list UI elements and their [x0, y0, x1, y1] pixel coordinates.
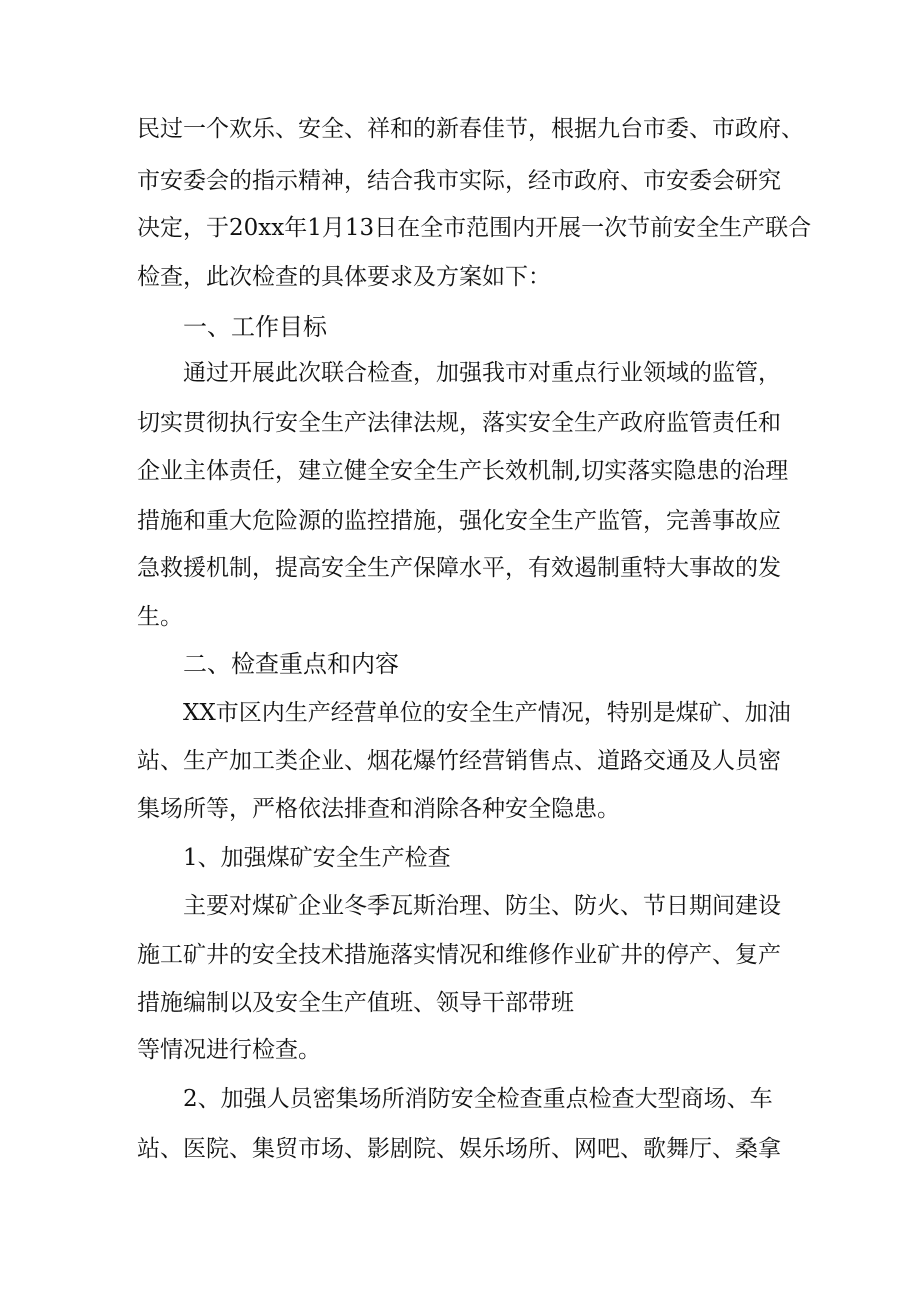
paragraph-line: 民过一个欢乐、安全、祥和的新春佳节，根据九台市委、市政府、: [137, 116, 804, 142]
subsection-heading-2: 2、加强人员密集场所消防安全检查重点检查大型商场、车: [183, 1086, 773, 1112]
paragraph-line: XX市区内生产经营单位的安全生产情况，特别是煤矿、加油: [183, 700, 791, 726]
paragraph-line: 生。: [137, 604, 183, 630]
paragraph-line: 站、生产加工类企业、烟花爆竹经营销售点、道路交通及人员密: [137, 748, 781, 774]
paragraph-line: 急救援机制，提高安全生产保障水平，有效遏制重特大事故的发: [137, 555, 781, 581]
paragraph-line: 施工矿井的安全技术措施落实情况和维修作业矿井的停产、复产: [137, 942, 781, 968]
paragraph-line: 市安委会的指示精神，结合我市实际，经市政府、市安委会研究: [137, 168, 781, 194]
subsection-heading-1: 1、加强煤矿安全生产检查: [183, 845, 451, 871]
paragraph-line: 等情况进行检查。: [137, 1037, 321, 1063]
paragraph-line: 决定，于20xx年1月13日在全市范围内开展一次节前安全生产联合: [137, 215, 812, 241]
section-heading-1: 一、工作目标: [183, 313, 327, 341]
section-heading-2: 二、检查重点和内容: [183, 650, 399, 678]
paragraph-line: 主要对煤矿企业冬季瓦斯治理、防尘、防火、节日期间建设: [183, 893, 781, 919]
paragraph-line: 站、医院、集贸市场、影剧院、娱乐场所、网吧、歌舞厅、桑拿: [137, 1136, 781, 1162]
paragraph-line: 切实贯彻执行安全生产法律法规，落实安全生产政府监管责任和: [137, 410, 781, 436]
paragraph-line: 集场所等，严格依法排查和消除各种安全隐患。: [137, 796, 620, 822]
paragraph-line: 企业主体责任，建立健全安全生产长效机制,切实落实隐患的治理: [137, 458, 789, 484]
paragraph-line: 检查，此次检查的具体要求及方案如下：: [137, 264, 551, 290]
paragraph-line: 措施编制以及安全生产值班、领导干部带班: [137, 990, 574, 1016]
paragraph-line: 通过开展此次联合检查，加强我市对重点行业领域的监管，: [183, 360, 781, 386]
paragraph-line: 措施和重大危险源的监控措施，强化安全生产监管，完善事故应: [137, 508, 781, 534]
